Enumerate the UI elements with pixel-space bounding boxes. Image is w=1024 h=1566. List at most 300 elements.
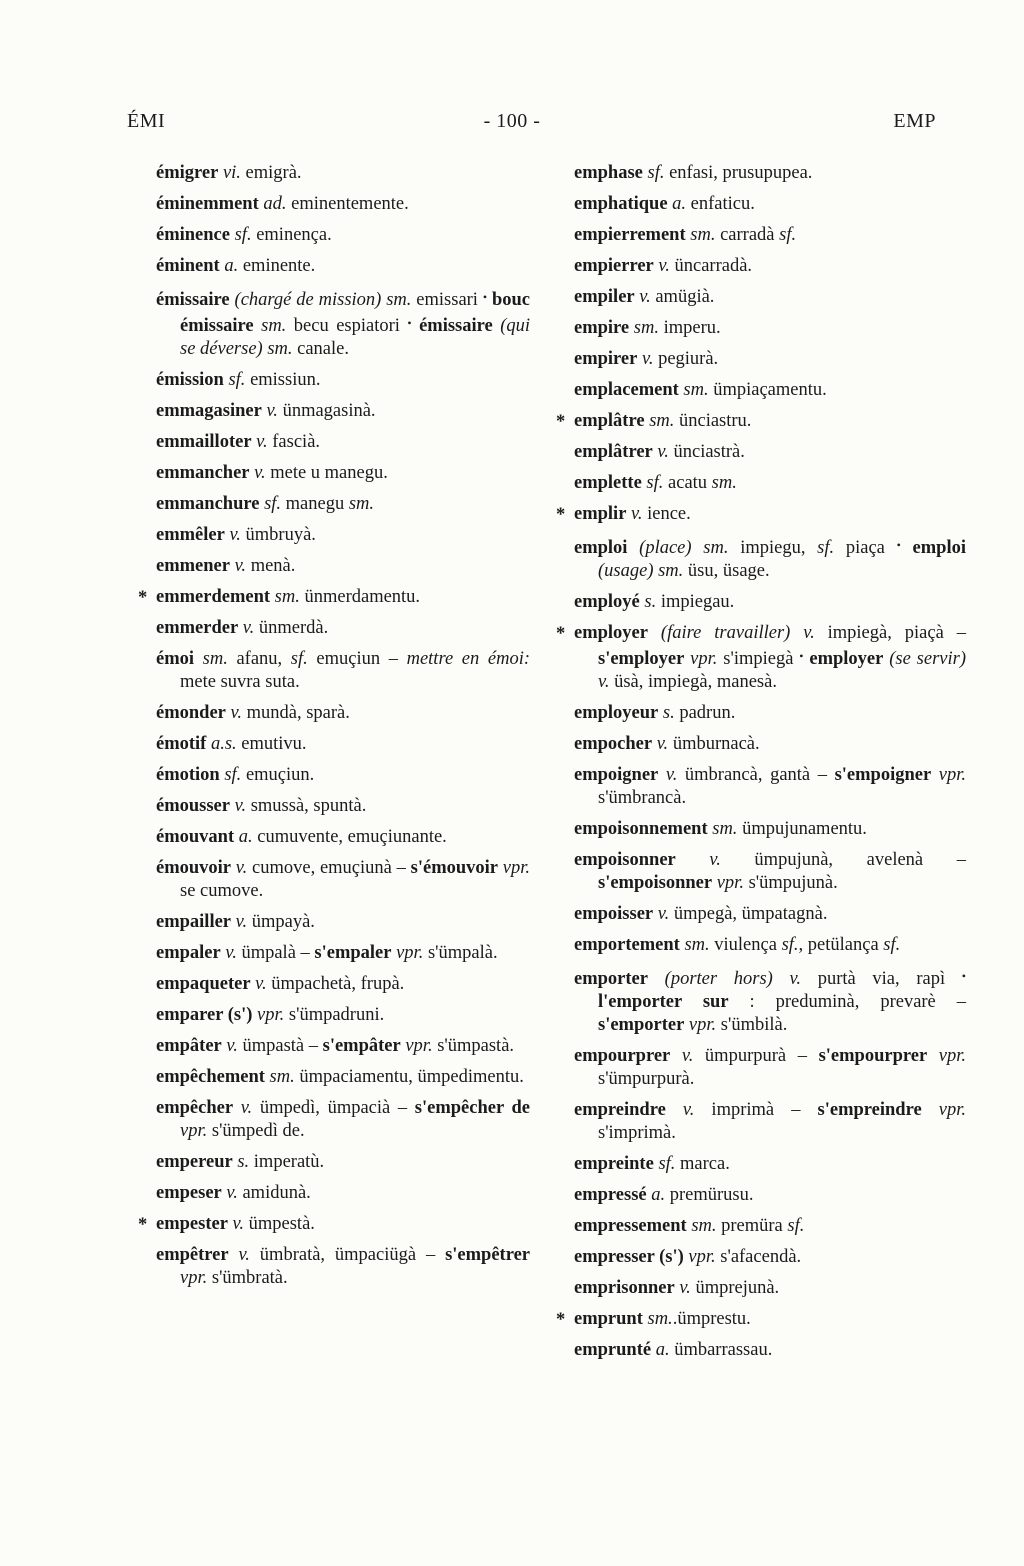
rare-entry-asterisk: * [556, 412, 566, 432]
headword: emploi [574, 538, 628, 558]
dictionary-entry [574, 1246, 966, 1269]
grammar-label: (qui se déverse) sm. [180, 316, 531, 359]
dictionary-entry [574, 903, 966, 926]
dictionary-entry [156, 911, 530, 934]
headword: emprisonner [574, 1278, 675, 1298]
dictionary-entry [574, 441, 966, 464]
dictionary-entry [556, 1308, 966, 1331]
translation-text: imperu. [658, 318, 721, 338]
headword: emprunt [574, 1309, 643, 1329]
headword: emphase [574, 163, 643, 183]
grammar-label: vpr. [180, 1121, 208, 1141]
translation-text: emissiun. [245, 370, 321, 390]
grammar-label: sm. [644, 411, 675, 431]
grammar-label: (faire travailler) v. [647, 623, 815, 643]
grammar-label: v. [652, 442, 669, 462]
dictionary-columns [138, 162, 966, 1370]
translation-text: mundà, sparà. [241, 703, 350, 723]
dictionary-entry [156, 493, 530, 516]
headword: emmêler [156, 525, 225, 545]
dictionary-entry [574, 472, 966, 495]
translation-text: ümbratà, ümpaciügà – [249, 1245, 446, 1265]
grammar-label: v. [220, 943, 237, 963]
translation-text: .ümprestu. [672, 1309, 751, 1329]
grammar-label: sm. [685, 225, 716, 245]
translation-text: ümpedì, ümpacià – [252, 1098, 415, 1118]
translation-text: s'ümpurpurà. [598, 1069, 695, 1089]
headword: empaqueter [156, 974, 251, 994]
separator-mark: • [407, 316, 412, 330]
dictionary-entry [574, 934, 966, 957]
translation-text: s'ümpadruni. [284, 1005, 385, 1025]
grammar-label: v. [228, 1245, 250, 1265]
translation-text: piaça [834, 538, 897, 558]
translation-text: s'afacendà. [715, 1247, 802, 1267]
dictionary-entry [156, 255, 530, 278]
headword: emportement [574, 935, 680, 955]
headword: s'empêtrer [445, 1245, 530, 1265]
dictionary-entry [574, 193, 966, 216]
translation-text: üsu, üsage. [683, 561, 770, 581]
dictionary-entry [574, 591, 966, 614]
grammar-label: sf. [219, 765, 242, 785]
grammar-label: v. [634, 287, 651, 307]
translation-text: ience. [642, 504, 691, 524]
translation-text: s'ümpedì de. [207, 1121, 305, 1141]
grammar-label: sm. [264, 1067, 295, 1087]
dictionary-entry [574, 1099, 966, 1145]
headword: emprunté [574, 1340, 652, 1360]
grammar-label: v. [637, 349, 654, 369]
translation-text: ünmerdamentu. [299, 587, 421, 607]
dictionary-entry [156, 369, 530, 392]
headword: emplâtre [574, 411, 645, 431]
grammar-label: a. [234, 827, 253, 847]
translation-text: smussà, spuntà. [246, 796, 367, 816]
headword: emmerdement [156, 587, 271, 607]
grammar-label: (chargé de mission) sm. [229, 290, 412, 310]
grammar-label: v. [665, 1100, 695, 1120]
grammar-label: sm. [270, 587, 300, 607]
grammar-label: v. [653, 256, 670, 276]
dictionary-entry [156, 973, 530, 996]
grammar-label: vpr. [252, 1005, 285, 1025]
headword: empreinte [574, 1154, 654, 1174]
dictionary-entry [156, 555, 530, 578]
translation-text: ünmerdà. [254, 618, 329, 638]
translation-text: menà. [246, 556, 296, 576]
dictionary-entry [156, 1066, 530, 1089]
dictionary-entry [138, 586, 530, 609]
headword: s'empoigner [834, 765, 932, 785]
grammar-label: vpr. [684, 649, 718, 669]
translation-text: ümbrancà, gantà – [677, 765, 835, 785]
translation-text: mete u manegu. [265, 463, 388, 483]
headword: éminence [156, 225, 230, 245]
translation-text: : preduminà, prevarè – [728, 992, 966, 1012]
headword: employer [574, 623, 648, 643]
translation-text: ümpujunamentu. [737, 819, 867, 839]
translation-text: s'imprimà. [598, 1123, 676, 1143]
grammar-label: a. [667, 194, 687, 214]
headword: emplâtrer [574, 442, 653, 462]
grammar-label: v. [675, 850, 721, 870]
headword: empiler [574, 287, 635, 307]
grammar-label: sm. [679, 935, 710, 955]
headword: emplacement [574, 380, 679, 400]
translation-text: eminente. [238, 256, 316, 276]
headword: employé [574, 592, 640, 612]
translation-text: ümbruyà. [240, 525, 316, 545]
headword: empester [156, 1214, 228, 1234]
headword: s'empourprer [818, 1046, 928, 1066]
grammar-label: a. [219, 256, 239, 276]
grammar-label: vpr. [400, 1036, 433, 1056]
dictionary-entry [156, 1182, 530, 1205]
translation-text: emissari [411, 290, 483, 310]
translation-text: mete suvra suta. [180, 672, 300, 692]
translation-text: ümpegà, ümpatagnà. [669, 904, 828, 924]
separator-mark: • [961, 969, 966, 983]
grammar-label: sf. [641, 473, 664, 493]
dictionary-entry [156, 193, 530, 216]
headword: empourprer [574, 1046, 671, 1066]
translation-text: imprimà – [694, 1100, 818, 1120]
grammar-label: sf. [787, 1216, 805, 1236]
headword: émouvant [156, 827, 235, 847]
dictionary-entry [156, 286, 530, 361]
dictionary-entry [156, 462, 530, 485]
grammar-label: v. [653, 904, 670, 924]
headword: emphatique [574, 194, 668, 214]
dictionary-entry [574, 1045, 966, 1091]
translation-text: ümpalà – [236, 943, 315, 963]
headword: emmailloter [156, 432, 252, 452]
translation-text: ümpestà. [244, 1214, 315, 1234]
headword: l'emporter sur [598, 992, 729, 1012]
grammar-label: sm. [707, 819, 738, 839]
translation-text: afanu, [227, 649, 291, 669]
separator-mark: • [799, 649, 804, 663]
grammar-label: sm. [629, 318, 659, 338]
translation-text: pegiurà. [653, 349, 719, 369]
headword: emploi [900, 538, 966, 558]
translation-text: amidunà. [237, 1183, 311, 1203]
translation-text: padrun. [674, 703, 736, 723]
translation-text: üncarradà. [669, 256, 753, 276]
grammar-label: v. [249, 463, 266, 483]
grammar-label: sf. [259, 494, 282, 514]
grammar-label: s. [232, 1152, 250, 1172]
grammar-label: v. [250, 974, 267, 994]
translation-text: canale. [292, 339, 349, 359]
translation-text: emutivu. [236, 734, 307, 754]
dictionary-entry [574, 348, 966, 371]
translation-text: s'ümpalà. [423, 943, 498, 963]
dictionary-entry [574, 286, 966, 309]
translation-text: marca. [675, 1154, 730, 1174]
grammar-label: vpr. [683, 1247, 716, 1267]
headword: émissaire [411, 316, 493, 336]
dictionary-entry [574, 534, 966, 583]
dictionary-entry [574, 317, 966, 340]
dictionary-entry [156, 826, 530, 849]
translation-text: s'ümbilà. [716, 1015, 788, 1035]
headword: empâter [156, 1036, 222, 1056]
dictionary-entry [156, 617, 530, 640]
grammar-label: ad. [258, 194, 287, 214]
grammar-label: a. [651, 1340, 670, 1360]
headword: emparer (s') [156, 1005, 253, 1025]
dictionary-entry [574, 1184, 966, 1207]
dictionary-entry [156, 764, 530, 787]
grammar-label: v. [231, 858, 248, 878]
headword: empêtrer [156, 1245, 229, 1265]
translation-text: emigrà. [240, 163, 302, 183]
grammar-label: sm. [348, 494, 375, 514]
headword: émonder [156, 703, 226, 723]
dictionary-entry [574, 1215, 966, 1238]
grammar-label: sf. [779, 225, 797, 245]
grammar-label: sm. [686, 1216, 717, 1236]
translation-text: s'ümbrancà. [598, 788, 687, 808]
dictionary-entry [156, 795, 530, 818]
grammar-label: v. [658, 765, 678, 785]
right-column [556, 162, 966, 1370]
translation-text: cumuvente, emuçiunante. [252, 827, 447, 847]
headword: employer [803, 649, 884, 669]
translation-text: s'impiegà [717, 649, 800, 669]
rare-entry-asterisk: * [138, 1215, 148, 1235]
translation-text: üsà, impiegà, manesà. [609, 672, 777, 692]
headword: emplette [574, 473, 642, 493]
translation-text: emuçiun – [307, 649, 407, 669]
headword: empressé [574, 1185, 647, 1205]
grammar-label: v. [229, 796, 247, 816]
grammar-label: v. [251, 432, 268, 452]
dictionary-entry [574, 255, 966, 278]
dictionary-entry [574, 764, 966, 810]
headword: empirer [574, 349, 638, 369]
dictionary-entry [574, 1153, 966, 1176]
headword: empierrement [574, 225, 686, 245]
grammar-label: vpr. [391, 943, 424, 963]
grammar-label: sm. [253, 316, 287, 336]
grammar-label: v. [225, 703, 242, 723]
dictionary-entry [138, 1213, 530, 1236]
grammar-label: v. [626, 504, 643, 524]
dictionary-entry [574, 1339, 966, 1362]
translation-text: imperatù. [249, 1152, 325, 1172]
headword: empierrer [574, 256, 654, 276]
grammar-label: vpr. [180, 1268, 208, 1288]
dictionary-entry [574, 162, 966, 185]
grammar-label: sm. [194, 649, 228, 669]
translation-text: ümpujunà, avelenà – [720, 850, 966, 870]
headword: s'employer [598, 649, 685, 669]
headword: éminemment [156, 194, 259, 214]
translation-text: impiegu, [728, 538, 818, 558]
headword: s'émouvoir [410, 858, 498, 878]
headword: s'empreindre [817, 1100, 922, 1120]
translation-text: ümburnacà. [668, 734, 760, 754]
translation-text: manegu [281, 494, 349, 514]
headword: emmagasiner [156, 401, 262, 421]
dictionary-entry [574, 224, 966, 247]
grammar-label: vpr. [684, 1015, 717, 1035]
headword: émousser [156, 796, 230, 816]
translation-text: enfaticu. [686, 194, 755, 214]
dictionary-entry [556, 503, 966, 526]
rare-entry-asterisk: * [138, 588, 148, 608]
grammar-label: v. [652, 734, 669, 754]
grammar-label: sf. [817, 538, 835, 558]
dictionary-entry [156, 733, 530, 756]
headword: empressement [574, 1216, 687, 1236]
headword: empoisonner [574, 850, 676, 870]
grammar-label: (place) sm. [627, 538, 729, 558]
grammar-label: (usage) sm. [598, 561, 684, 581]
dictionary-entry [156, 1151, 530, 1174]
grammar-label: sf. [883, 935, 901, 955]
headword: s'empaler [314, 943, 392, 963]
headword: empaler [156, 943, 221, 963]
headword: emmener [156, 556, 230, 576]
headword: émission [156, 370, 224, 390]
page-number: - 100 - [483, 110, 541, 132]
headword: empoisser [574, 904, 654, 924]
headword: émouvoir [156, 858, 232, 878]
translation-text: se cumove. [180, 881, 264, 901]
dictionary-entry [574, 702, 966, 725]
translation-text: acatu [663, 473, 712, 493]
translation-text: ümbarrassau. [669, 1340, 773, 1360]
headword: emmancher [156, 463, 250, 483]
translation-text: ümpiaçamentu. [708, 380, 827, 400]
dictionary-entry [156, 1035, 530, 1058]
headword: empêchement [156, 1067, 265, 1087]
left-column [138, 162, 531, 1370]
headword: émigrer [156, 163, 219, 183]
dictionary-entry [156, 857, 530, 903]
running-head [0, 110, 1024, 136]
translation-text: eminentemente. [286, 194, 409, 214]
grammar-label: sm. [642, 1309, 673, 1329]
headword: empeser [156, 1183, 222, 1203]
grammar-label: v. [227, 1214, 244, 1234]
translation-text: ümpastà – [237, 1036, 323, 1056]
headword: empailler [156, 912, 232, 932]
headword: émotion [156, 765, 220, 785]
right-guideword: EMP [893, 110, 936, 132]
headword: empocher [574, 734, 653, 754]
translation-text: s'ümpujunà. [743, 873, 838, 893]
grammar-label: (porter hors) v. [647, 969, 801, 989]
headword: s'empêcher de [414, 1098, 530, 1118]
translation-text: s'ümpastà. [432, 1036, 515, 1056]
translation-text: ünciastrà. [668, 442, 745, 462]
grammar-label: sm. [711, 473, 737, 493]
grammar-label: s. [658, 703, 675, 723]
translation-text: becu espiatori [286, 316, 408, 336]
translation-text: ünmagasinà. [277, 401, 376, 421]
grammar-label: v. [229, 556, 247, 576]
grammar-label: a.s. [206, 734, 237, 754]
grammar-label: sf. [290, 649, 308, 669]
translation-text: ünciastru. [674, 411, 752, 431]
grammar-label: (se servir) v. [598, 649, 966, 692]
dictionary-entry [156, 942, 530, 965]
grammar-label: s. [639, 592, 657, 612]
translation-text: viulença [709, 935, 782, 955]
headword: empreindre [574, 1100, 666, 1120]
headword: empresser (s') [574, 1247, 684, 1267]
headword: émissaire [156, 290, 230, 310]
dictionary-entry [574, 379, 966, 402]
grammar-label: sf. [229, 225, 252, 245]
headword: s'empoisonner [598, 873, 713, 893]
headword: émoi [156, 649, 195, 669]
translation-text: carradà [715, 225, 780, 245]
translation-text: amügià. [650, 287, 715, 307]
dictionary-entry [574, 965, 966, 1037]
grammar-label: a. [646, 1185, 666, 1205]
grammar-label: v. [261, 401, 278, 421]
translation-text: purtà via, rapì [801, 969, 962, 989]
headword: emmerder [156, 618, 239, 638]
dictionary-entry [574, 1277, 966, 1300]
headword: empoisonnement [574, 819, 708, 839]
translation-text: emuçiun. [241, 765, 315, 785]
headword: emmanchure [156, 494, 260, 514]
separator-mark: • [896, 538, 901, 552]
grammar-label: v. [221, 1183, 238, 1203]
dictionary-entry [156, 1004, 530, 1027]
grammar-label: sf. [642, 163, 665, 183]
dictionary-entry [156, 648, 530, 694]
grammar-label: vpr. [927, 1046, 966, 1066]
translation-text: s'ümbratà. [207, 1268, 288, 1288]
translation-text: premüra [716, 1216, 788, 1236]
grammar-label: vpr. [712, 873, 744, 893]
translation-text: fascià. [267, 432, 321, 452]
dictionary-entry [574, 849, 966, 895]
translation-text: ümpurpurà – [693, 1046, 819, 1066]
translation-text: cumove, emuçiunà – [247, 858, 411, 878]
translation-text: ümprejunà. [690, 1278, 780, 1298]
dictionary-entry [574, 818, 966, 841]
headword: emplir [574, 504, 627, 524]
headword: empereur [156, 1152, 233, 1172]
separator-mark: • [482, 290, 488, 304]
grammar-label: sf., [781, 935, 804, 955]
headword: empêcher [156, 1098, 234, 1118]
translation-text: ümpayà. [247, 912, 315, 932]
translation-text: impiegà, piaçà – [814, 623, 966, 643]
translation-text: ümpaciamentu, ümpedimentu. [294, 1067, 524, 1087]
dictionary-entry [156, 1097, 530, 1143]
grammar-label: vpr. [498, 858, 530, 878]
translation-text: premürusu. [665, 1185, 754, 1205]
headword: s'emporter [598, 1015, 685, 1035]
left-guideword: ÉMI [127, 110, 166, 132]
dictionary-entry [156, 1244, 530, 1290]
grammar-label: v. [221, 1036, 238, 1056]
translation-text: impiegau. [656, 592, 735, 612]
grammar-label: v. [670, 1046, 694, 1066]
dictionary-entry [156, 431, 530, 454]
dictionary-entry [156, 524, 530, 547]
